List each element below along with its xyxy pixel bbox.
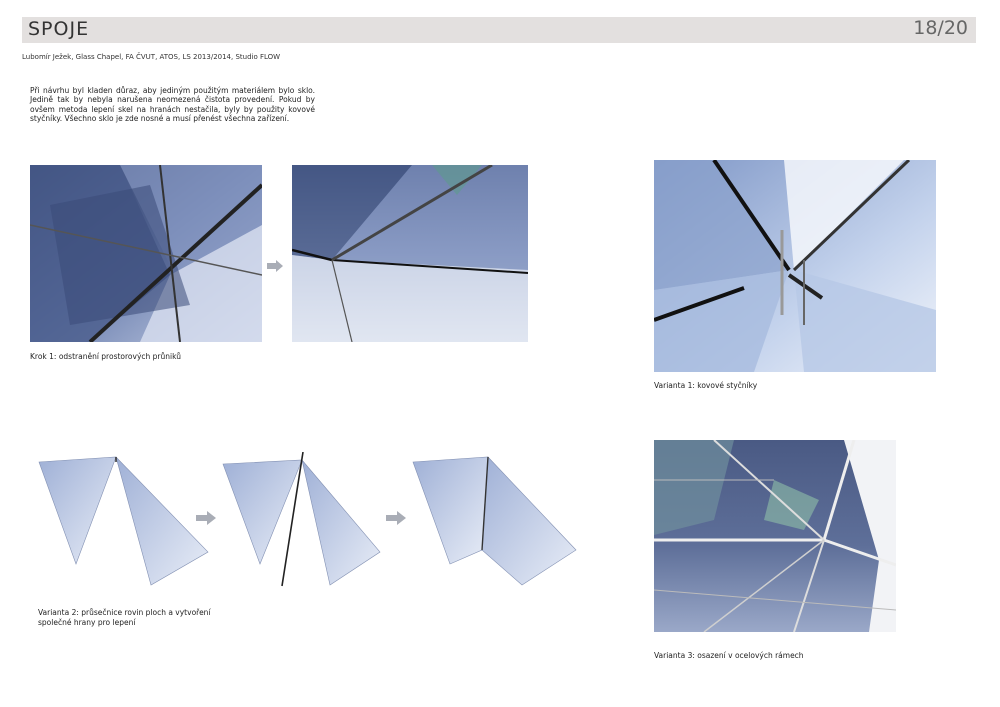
caption-step1: Krok 1: odstranění prostorových průniků [30, 352, 181, 361]
arrow-right-icon [386, 510, 406, 524]
intro-paragraph: Při návrhu byl kladen důraz, aby jediným použitým materiálem bylo sklo. Jedině tak by nebyla narušena neomezená čistota provedení. Pokud by ovšem metoda lepení skel na hranách nestačila, byly by použity kovové styčníky. Všechno sklo je zde nosné a musí přenést všechna zařízení. [30, 86, 315, 124]
variant2-diagram-step3 [410, 452, 580, 592]
variant3-render [654, 440, 896, 632]
variant1-render [654, 160, 936, 372]
variant2-diagram-step2 [220, 452, 385, 592]
caption-variant3: Varianta 3: osazení v ocelových rámech [654, 651, 804, 660]
byline: Lubomír Ježek, Glass Chapel, FA ČVUT, ATOS, LS 2013/2014, Studio FLOW [22, 53, 281, 61]
caption-variant1: Varianta 1: kovové styčníky [654, 381, 758, 390]
variant2-diagram-step1 [36, 452, 211, 592]
step1-render-before [30, 165, 262, 342]
step1-render-after [292, 165, 528, 342]
header-bar [22, 17, 976, 43]
caption-variant2-line2: společné hrany pro lepení [38, 618, 136, 627]
caption-variant2 [38, 608, 211, 628]
arrow-right-icon [196, 510, 216, 524]
page-number: 18/20 [913, 17, 968, 39]
caption-variant2-line1: Varianta 2: průsečnice rovin ploch a vytvoření [38, 608, 211, 617]
arrow-right-icon [267, 257, 283, 269]
page-title: SPOJE [28, 18, 90, 40]
